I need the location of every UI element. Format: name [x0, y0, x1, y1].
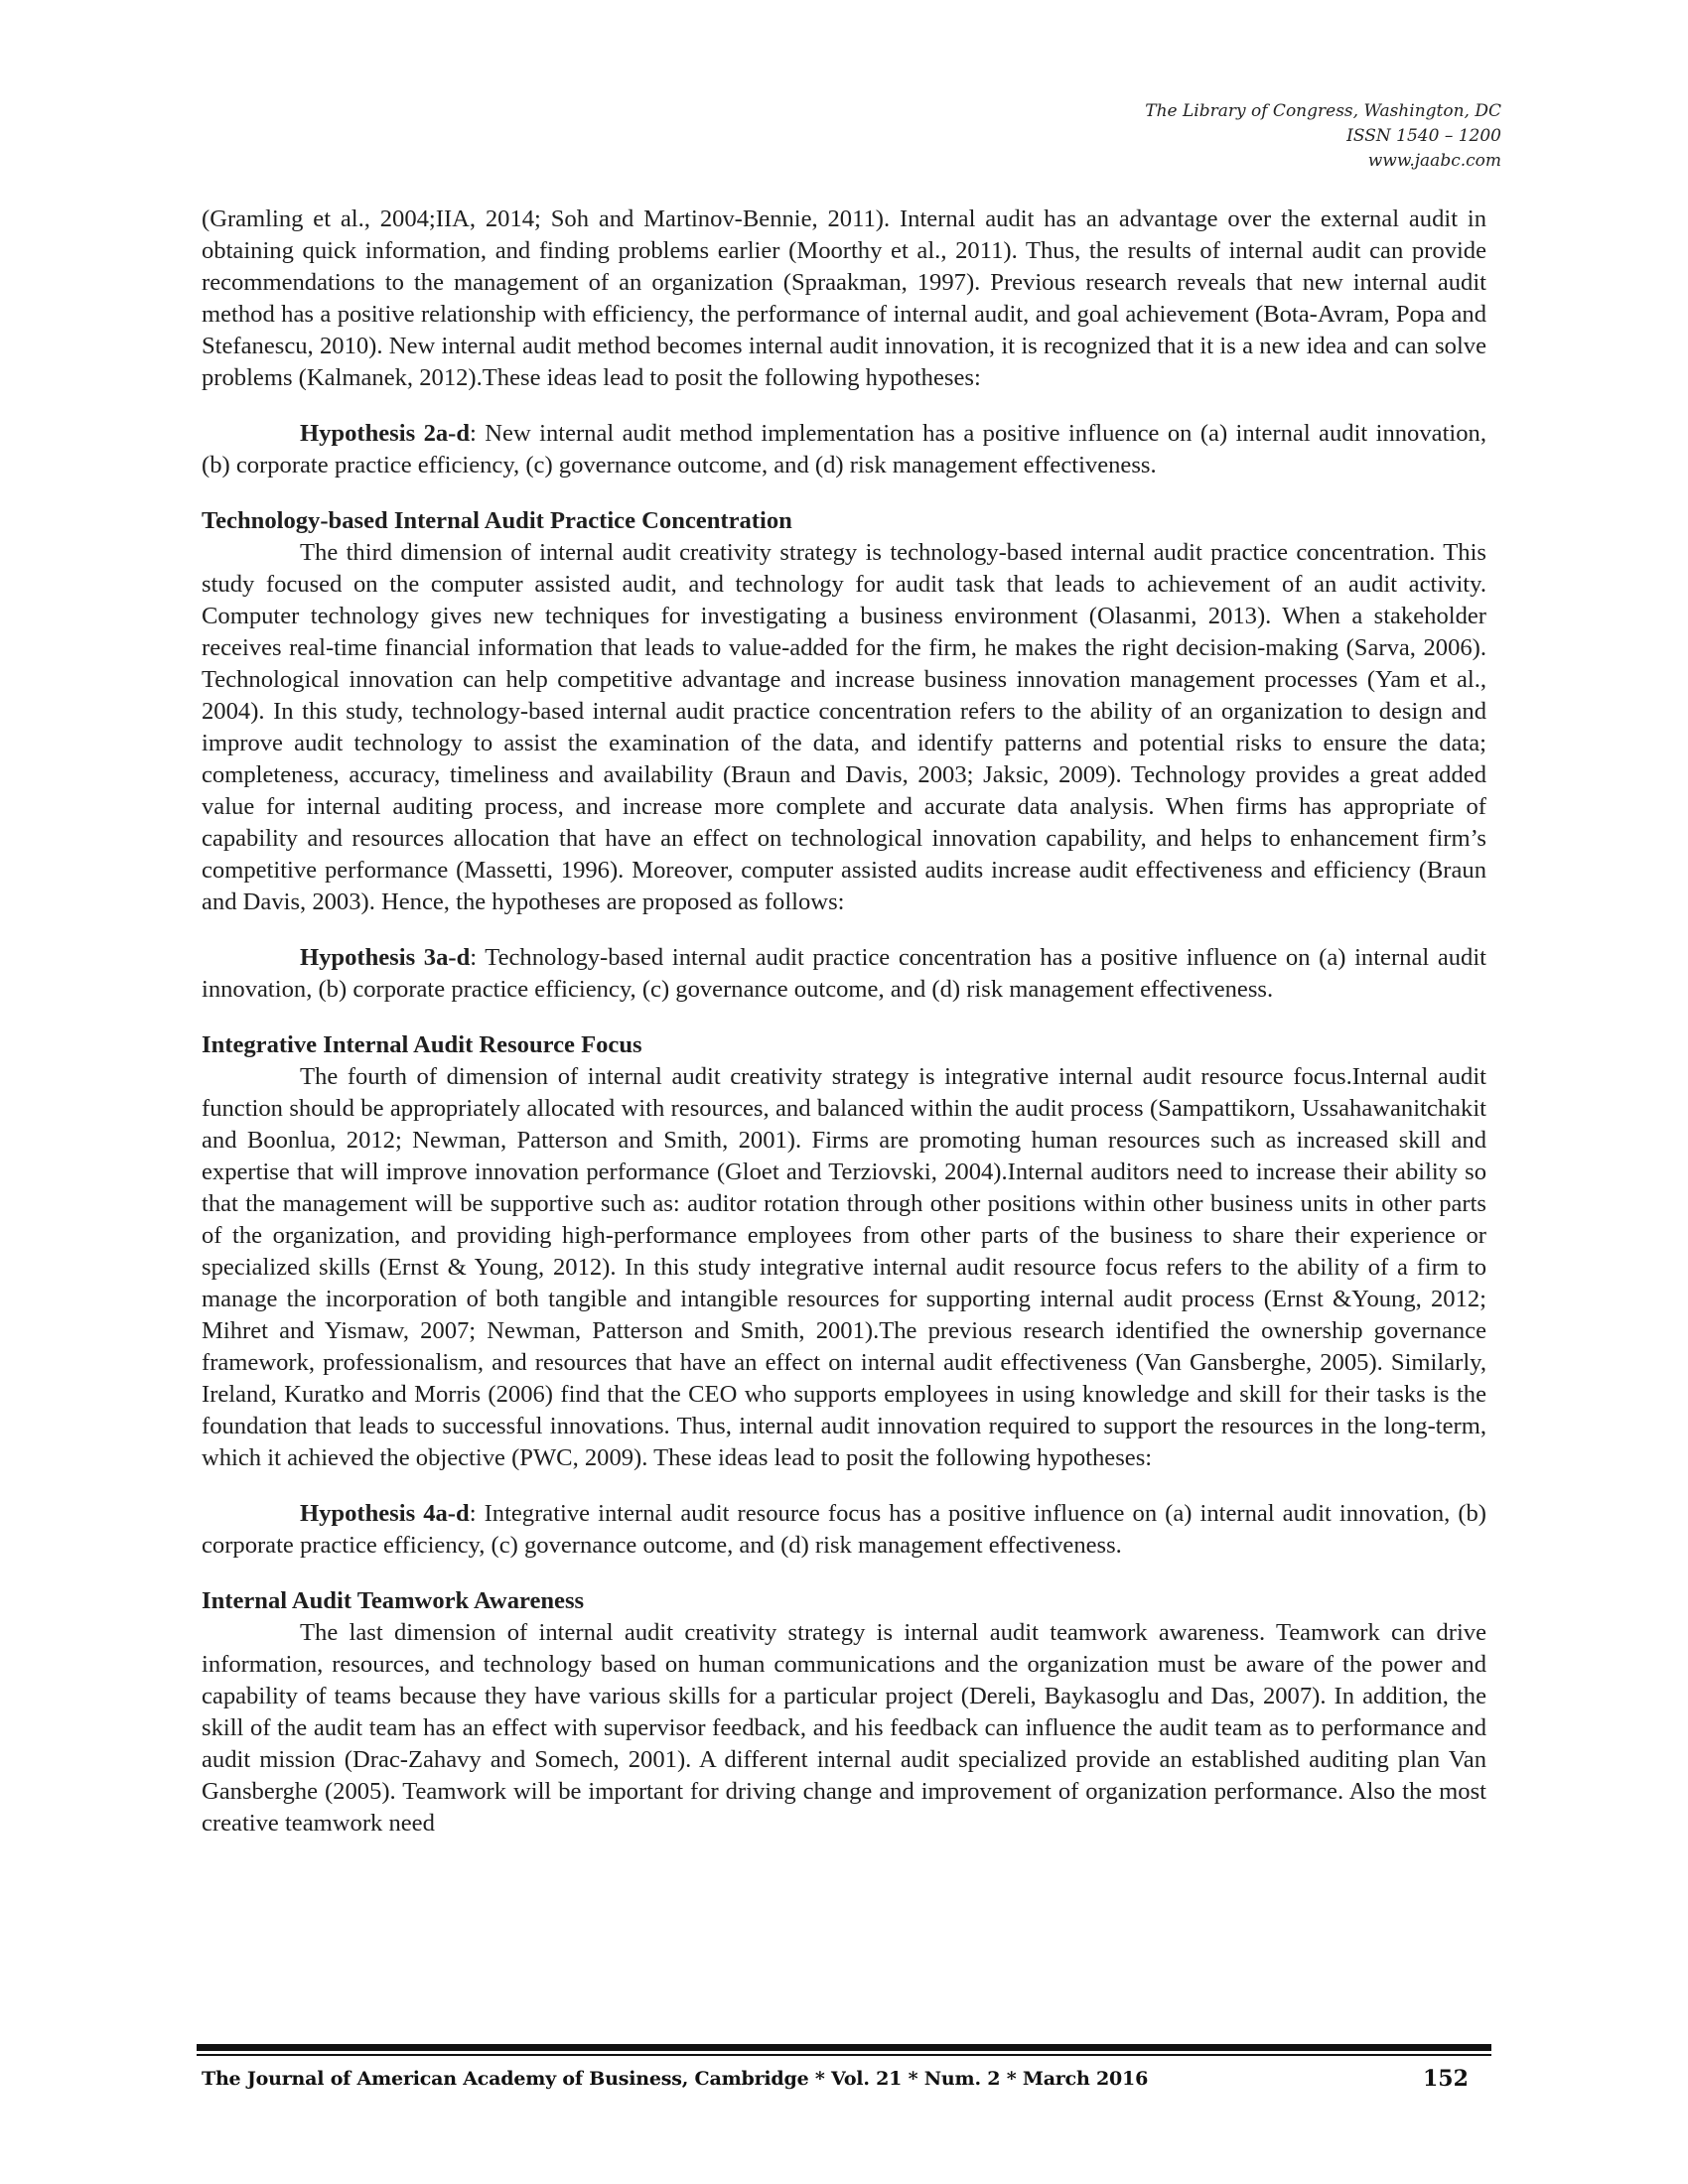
header-issn: ISSN 1540 – 1200 — [1346, 126, 1501, 146]
paragraph-intro: (Gramling et al., 2004;IIA, 2014; Soh and Martinov-Bennie, 2011). Internal audit has an advantage over the external audit in obtaining quick information, and finding problems earlier (Moorthy et al., 2011). Thus, the results of internal audit can provide recommendations to the management of an organization (Spraakman, 1997). Previous research reveals that new internal audit method has a positive relationship with efficiency, the performance of internal audit, and goal achievement (Bota-Avram, Popa and Stefanescu, 2010). New internal audit method becomes internal audit innovation, it is recognized that it is a new idea and can solve problems (Kalmanek, 2012).These ideas lead to posit the following hypotheses: — [202, 205, 1486, 391]
footer-rule-thin — [197, 2054, 1491, 2056]
footer-journal-info: The Journal of American Academy of Business, Cambridge * Vol. 21 * Num. 2 * March 2016 — [202, 2068, 1149, 2090]
paragraph-technology: The third dimension of internal audit creativity strategy is technology-based internal audit practice concentration. This study focused on the computer assisted audit, and technology for audit task that leads to achievement of an audit activity. Computer technology gives new techniques for investigating a business environment (Olasanmi, 2013). When a stakeholder receives real-time financial information that leads to value-added for the firm, he makes the right decision-making (Sarva, 2006). Technological innovation can help competitive advantage and increase business innovation management processes (Yam et al., 2004). In this study, technology-based internal audit practice concentration refers to the ability of an organization to design and improve audit technology to assist the examination of the data, and identify patterns and potential risks to ensure the data; completeness, accuracy, timeliness and availability (Braun and Davis, 2003; Jaksic, 2009). Technology provides a great added value for internal auditing process, and increase more complete and accurate data analysis. When firms has appropriate of capability and resources allocation that have an effect on technological innovation capability, and helps to enhancement firm’s competitive performance (Massetti, 1996). Moreover, computer assisted audits increase audit effectiveness and efficiency (Braun and Davis, 2003). Hence, the hypotheses are proposed as follows: — [202, 539, 1486, 915]
header-website: www.jaabc.com — [1367, 151, 1501, 171]
hypothesis-2 — [202, 418, 1486, 481]
hypothesis-3-text: : Technology-based internal audit practice concentration has a positive influence on (a) internal audit innovation, (b) corporate practice efficiency, (c) governance outcome, and (d) risk management effectiveness. — [202, 944, 1486, 1003]
header-publisher: The Library of Congress, Washington, DC — [1145, 101, 1501, 121]
hypothesis-2-text: : New internal audit method implementation has a positive influence on (a) internal audit innovation, (b) corporate practice efficiency, (c) governance outcome, and (d) risk management effectiveness. — [202, 420, 1486, 478]
section-heading-resource: Integrative Internal Audit Resource Focus — [202, 1031, 642, 1058]
section-heading-technology: Technology-based Internal Audit Practice Concentration — [202, 507, 792, 534]
page-number: 152 — [1423, 2066, 1469, 2092]
paragraph-teamwork: The last dimension of internal audit creativity strategy is internal audit teamwork awareness. Teamwork can drive information, resources, and technology based on human communications and the organization must be aware of the power and capability of teams because they have various skills for a particular project (Dereli, Baykasoglu and Das, 2007). In addition, the skill of the audit team has an effect with supervisor feedback, and his feedback can influence the audit team as to performance and audit mission (Drac-Zahavy and Somech, 2001). A different internal audit specialized provide an established auditing plan Van Gansberghe (2005). Teamwork will be important for driving change and improvement of organization performance. Also the most creative teamwork need — [202, 1619, 1486, 1837]
hypothesis-3-label: Hypothesis 3a-d — [300, 944, 471, 971]
hypothesis-2-label: Hypothesis 2a-d — [300, 420, 471, 447]
section-heading-teamwork: Internal Audit Teamwork Awareness — [202, 1587, 585, 1614]
article-body — [202, 204, 1486, 1840]
hypothesis-4 — [202, 1498, 1486, 1562]
hypothesis-4-text: : Integrative internal audit resource focus has a positive influence on (a) internal audit innovation, (b) corporate practice efficiency, (c) governance outcome, and (d) risk management effectiveness. — [202, 1500, 1486, 1559]
footer-rule-thick — [197, 2044, 1491, 2051]
hypothesis-3 — [202, 942, 1486, 1006]
hypothesis-4-label: Hypothesis 4a-d — [300, 1500, 470, 1527]
paragraph-resource: The fourth of dimension of internal audit creativity strategy is integrative internal audit resource focus.Internal audit function should be appropriately allocated with resources, and balanced within the audit process (Sampattikorn, Ussahawanitchakit and Boonlua, 2012; Newman, Patterson and Smith, 2001). Firms are promoting human resources such as increased skill and expertise that will improve innovation performance (Gloet and Terziovski, 2004).Internal auditors need to increase their ability so that the management will be supportive such as: auditor rotation through other positions within other business units in other parts of the organization, and providing high-performance employees from other parts of the business to share their experience or specialized skills (Ernst & Young, 2012). In this study integrative internal audit resource focus refers to the ability of a firm to manage the incorporation of both tangible and intangible resources for supporting internal audit process (Ernst &Young, 2012; Mihret and Yismaw, 2007; Newman, Patterson and Smith, 2001).The previous research identified the ownership governance framework, professionalism, and resources that have an effect on internal audit effectiveness (Van Gansberghe, 2005). Similarly, Ireland, Kuratko and Morris (2006) find that the CEO who supports employees in using knowledge and skill for their tasks is the foundation that leads to successful innovations. Thus, internal audit innovation required to support the resources in the long-term, which it achieved the objective (PWC, 2009). These ideas lead to posit the following hypotheses: — [202, 1063, 1486, 1471]
running-header — [806, 99, 1501, 174]
